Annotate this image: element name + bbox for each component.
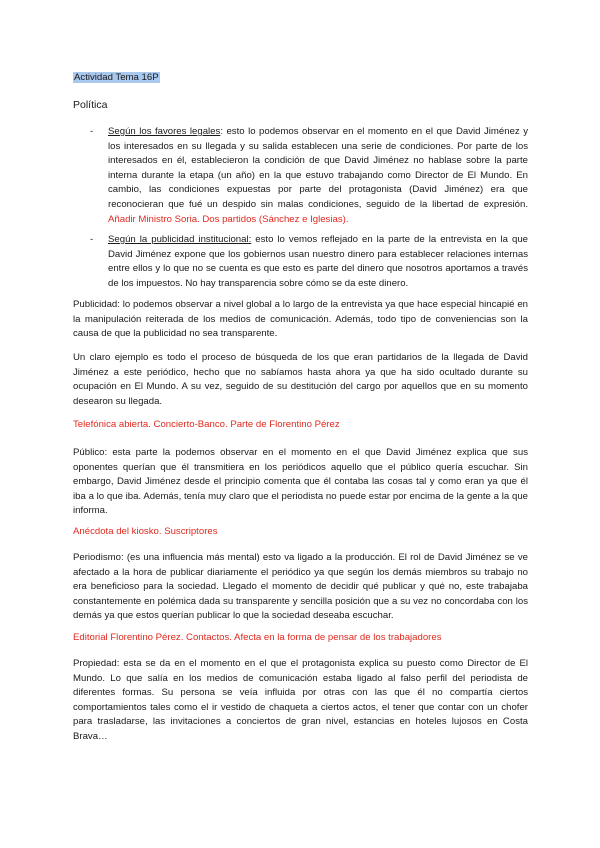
list-bullet: - [90, 126, 94, 137]
list-bullet: - [90, 234, 94, 245]
annotation-note: Añadir Ministro Soria. Dos partidos (Sánchez e Iglesias). [108, 213, 349, 225]
highlighted-title-text: Actividad Tema 16P [74, 72, 159, 83]
section-heading: Política [73, 99, 108, 111]
list-item [108, 125, 528, 227]
list-item-label: Según los favores legales [108, 126, 221, 137]
paragraph-publicidad: Publicidad: lo podemos observar a nivel global a lo largo de la entrevista ya que hace especial hincapié en la manipulación reiterada de los medios de comunicación. Además, todo tipo de conveniencias son la causa de que la publicidad no sea transparente. [73, 299, 528, 340]
list-item-label: Según la publicidad institucional: [108, 234, 252, 245]
paragraph-periodismo: Periodismo: (es una influencia más mental) esto va ligado a la producción. El rol de David Jiménez se ve afectado a la hora de publicar diariamente el periódico ya que según los demás miembros su trabajo no era beneficioso para la sociedad. Llegado el momento de decidir qué publicar y qué no, este trabajaba constantemente en polémica dada su transparente y sencilla posición que a su vez no concordaba con los demás ya que estos querían publicar lo que la sociedad deseaba escuchar. [73, 552, 528, 622]
paragraph-publico: Público: esta parte la podemos observar en el momento en el que David Jiménez explica que sus oponentes querían que él transmitiera en los periódicos aquello que el público quería escuchar. Sin embargo, David Jiménez desde el principio comenta que él contaba las cosas tal y como eran ya que él iba a lo que iba. Además, tenía muy claro que el periodista no puede estar por encima de la gente a la que informa. [73, 447, 528, 517]
list-item [108, 233, 528, 291]
annotation-note: Editorial Florentino Pérez. Contactos. Afecta en la forma de pensar de los trabajadores [73, 632, 442, 643]
annotation-note: Anécdota del kiosko. Suscriptores [73, 526, 218, 537]
list-item-text: : esto lo podemos observar en el momento en el que David Jiménez y los interesados en su llegada y su salida establecen una serie de condiciones. Por parte de los interesados en él, establecieron la condición de que David Jiménez no hablase sobre la parte interna durante la etapa (un año) en la que estuvo trabajando como Director de El Mundo. En cambio, las condiciones expuestas por parte del protagonista (David Jiménez) era que reconocieran que fué un despido sin malas condiciones, seguido de la libertad de expresión. [108, 126, 528, 210]
annotation-note: Telefónica abierta. Concierto-Banco. Parte de Florentino Pérez [73, 419, 340, 430]
document-title [73, 71, 373, 86]
paragraph-propiedad: Propiedad: esta se da en el momento en el que el protagonista explica su puesto como Director de El Mundo. Lo que salía en los medios de comunicación estaba ligado al falso perfil del periodista de diferentes formas. Su persona se veía influida por otras con las que él no compartía ciertos comportamientos tales como el ir vestido de chaqueta a ciertos actos, el tener que contar con un chofer para trasladarse, las invitaciones a conciertos de gran nivel, estancias en hoteles lujosos en Costa Brava… [73, 658, 528, 742]
paragraph-ejemplo: Un claro ejemplo es todo el proceso de búsqueda de los que eran partidarios de la llegada de David Jiménez a este periódico, hecho que no sabíamos hasta ahora ya que ha sido ocultado durante su ocupación en El Mundo. A su vez, seguido de su destitución del cargo por aquellos que en su momento desearon su llegada. [73, 352, 528, 407]
list-item-text: esto lo vemos reflejado en la parte de la entrevista en la que David Jiménez expone que los gobiernos usan nuestro dinero para establecer relaciones internas entre ellos y lo que no se cuenta es que esto es parte del dinero que nosotros aportamos a través de los impuestos. No hay transparencia sobre cómo se da este dinero. [108, 234, 529, 289]
